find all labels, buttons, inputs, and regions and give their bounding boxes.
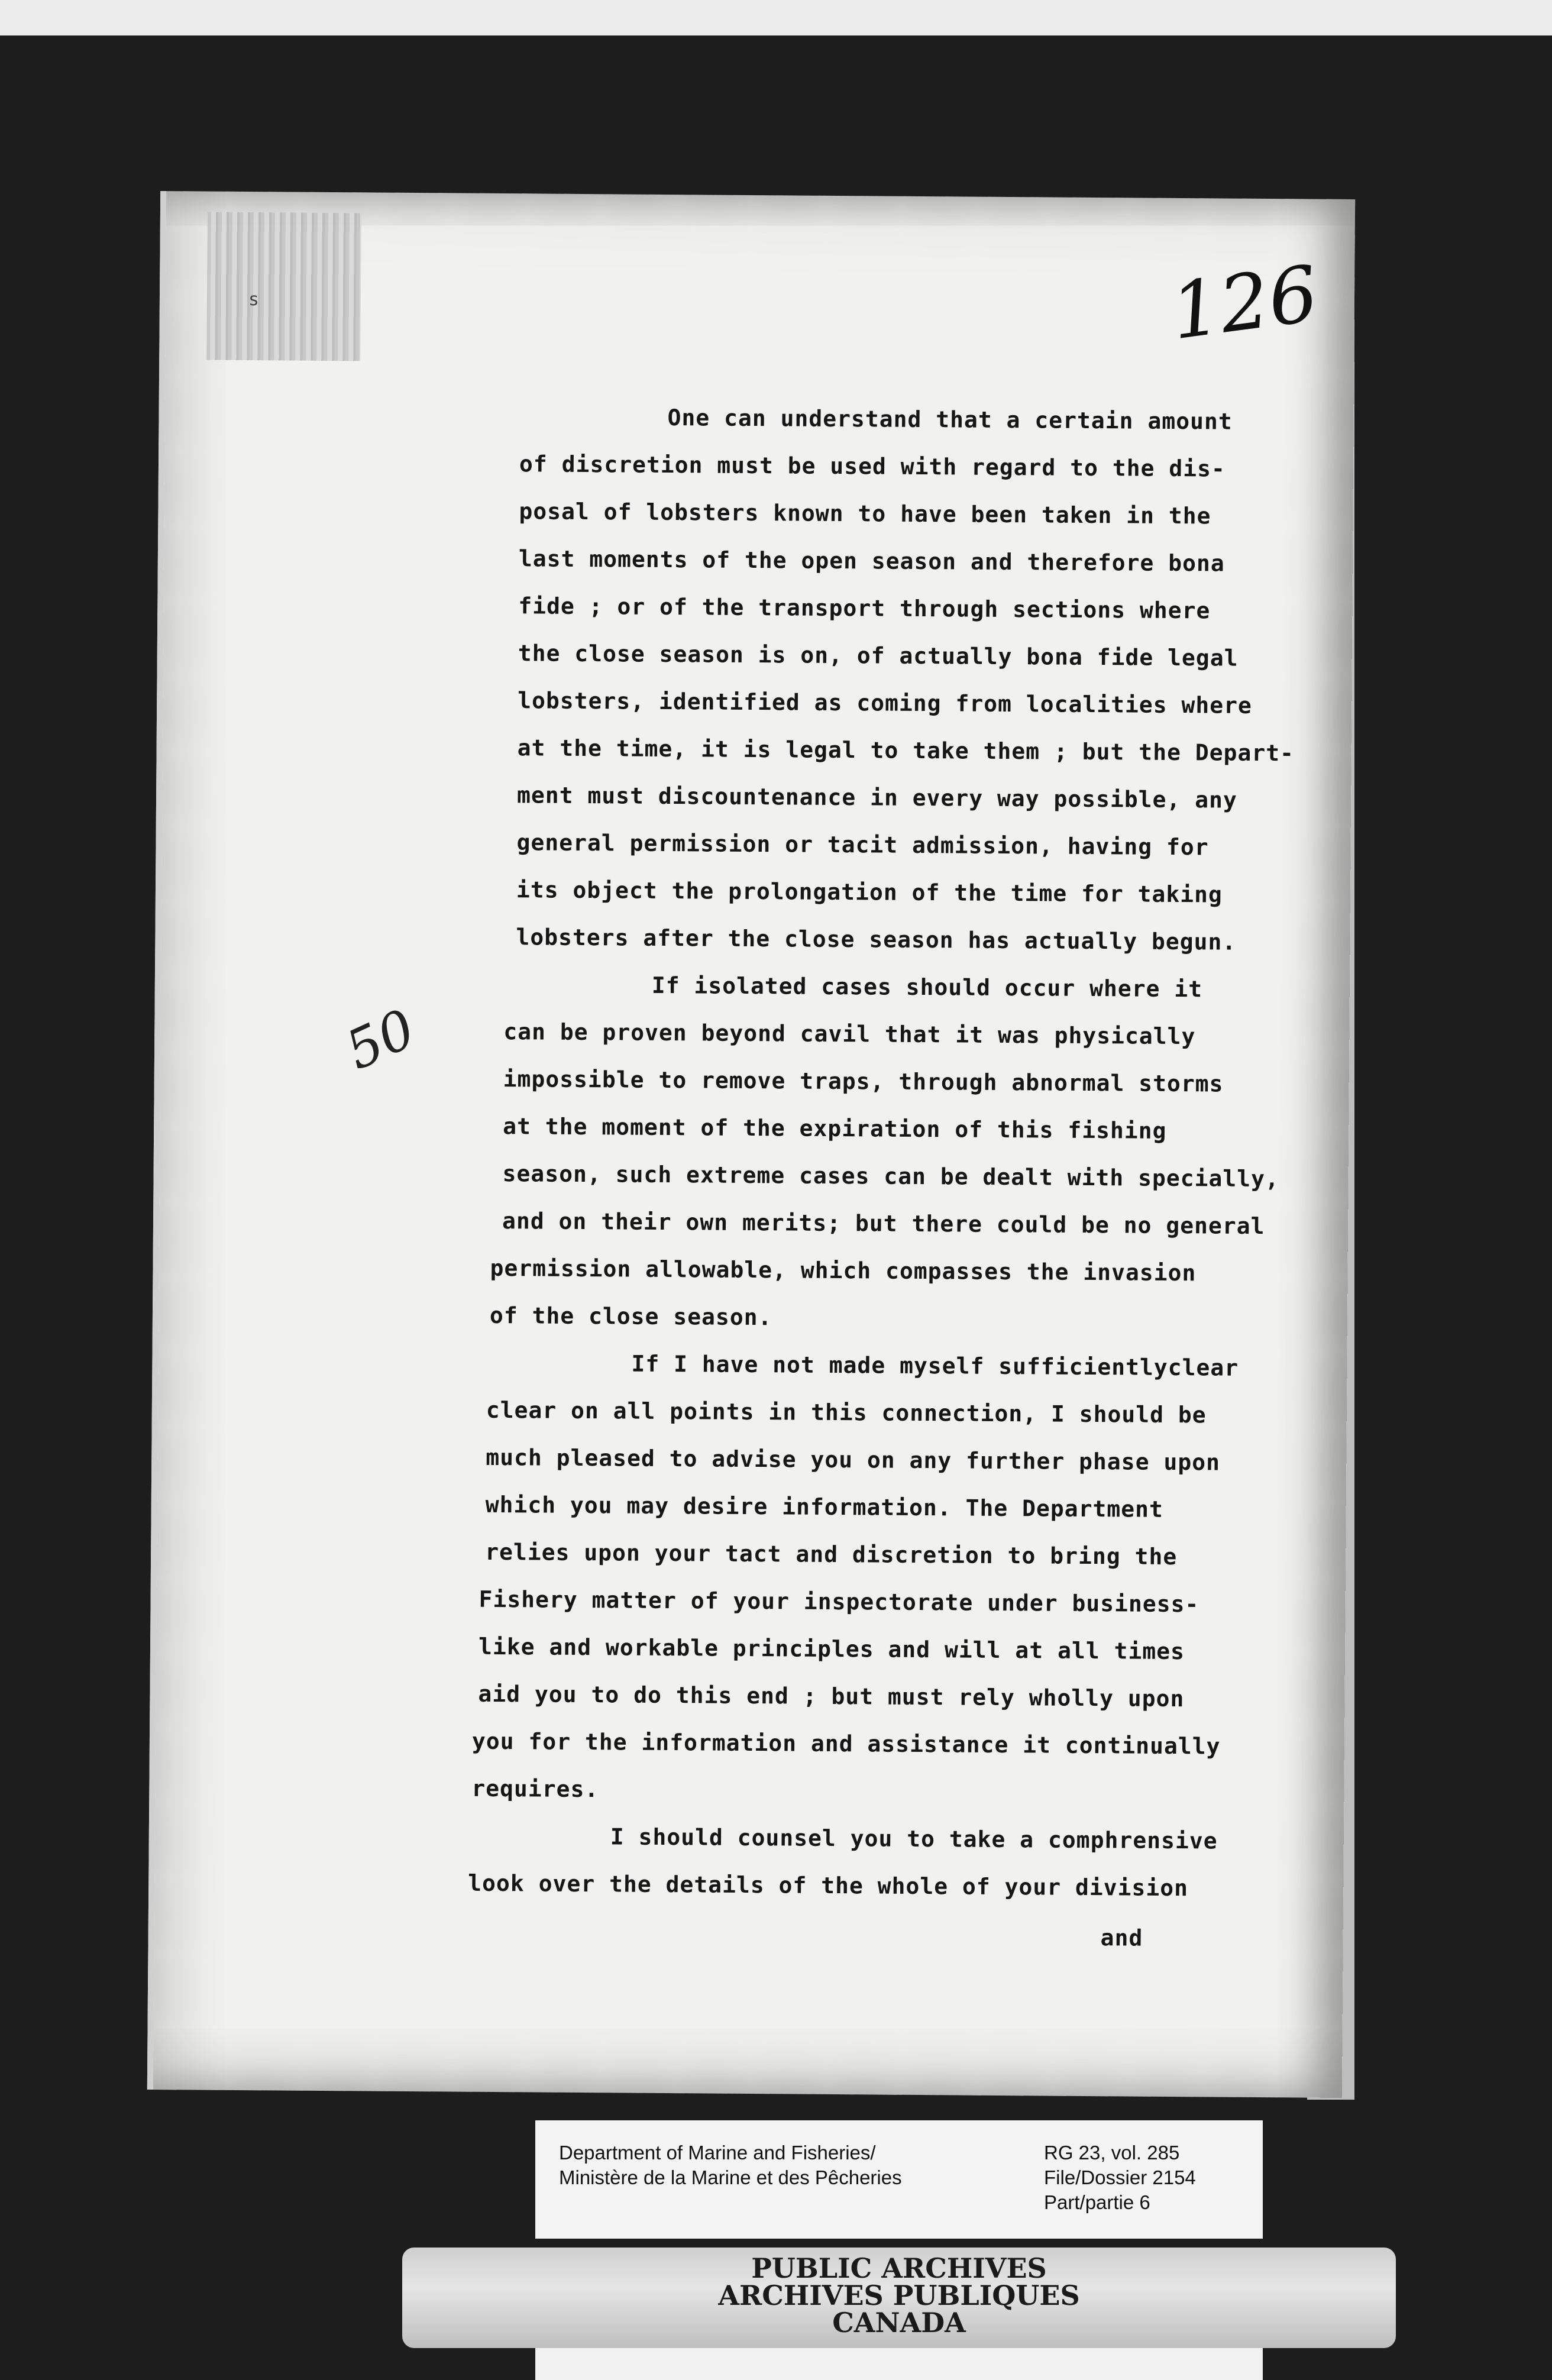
text-line: general permission or tacit admission, having for: [516, 829, 1209, 861]
typed-text: [153, 191, 1355, 2098]
public-archives-banner: [402, 2248, 1396, 2348]
banner-line-3: CANADA: [832, 2307, 966, 2339]
text-line: permission allowable, which compasses the invasion: [490, 1254, 1197, 1286]
margin-annotation: 50: [337, 997, 425, 1082]
top-edge: [0, 0, 1552, 35]
banner-line-2: ARCHIVES PUBLIQUES: [718, 2279, 1080, 2311]
text-line: you for the information and assistance it continually: [471, 1728, 1221, 1760]
text-line: clear on all points in this connection, I should be: [486, 1396, 1207, 1428]
text-line: One can understand that a certain amount: [667, 404, 1233, 435]
text-line: If I have not made myself sufficientlyclear: [631, 1350, 1239, 1381]
department-fr: Ministère de la Marine et des Pêcheries: [559, 2166, 902, 2188]
text-line: at the time, it is legal to take them ; but the Depart-: [517, 735, 1295, 767]
text-line: impossible to remove traps, through abnormal storms: [503, 1066, 1224, 1097]
bottom-strip: [535, 2348, 1263, 2380]
banner-line-1: PUBLIC ARCHIVES: [751, 2252, 1047, 2284]
text-line: aid you to do this end ; but must rely wholly upon: [478, 1680, 1185, 1712]
text-line: at the moment of the expiration of this fishing: [503, 1113, 1167, 1144]
text-line: fide ; or of the transport through sections where: [518, 593, 1211, 624]
department-name: [559, 2140, 902, 2190]
text-line: its object the prolongation of the time for taking: [516, 877, 1223, 908]
text-line: requires.: [471, 1775, 599, 1803]
text-line: Fishery matter of your inspectorate under business-: [478, 1586, 1199, 1618]
stamp-mark: s: [248, 289, 260, 311]
text-line: ment must discountenance in every way possible, any: [516, 782, 1238, 813]
text-line: of discretion must be used with regard to the dis-: [519, 451, 1226, 482]
text-line: I should counsel you to take a comphrensive: [610, 1823, 1218, 1854]
file-dossier: File/Dossier 2154: [1044, 2166, 1196, 2188]
text-line: lobsters after the close season has actually begun.: [516, 924, 1237, 955]
text-line: If isolated cases should occur where it: [651, 972, 1203, 1003]
text-line: posal of lobsters known to have been taken in the: [519, 498, 1211, 529]
text-line: look over the details of the whole of your division: [468, 1870, 1189, 1902]
archive-reference-label: [535, 2120, 1263, 2239]
record-group: RG 23, vol. 285: [1044, 2142, 1180, 2164]
text-line: of the close season.: [489, 1302, 772, 1331]
text-line: can be proven beyond cavil that it was physically: [503, 1018, 1196, 1050]
department-en: Department of Marine and Fisheries/: [559, 2142, 876, 2164]
document-page: [147, 191, 1355, 2098]
part-partie: Part/partie 6: [1044, 2191, 1150, 2213]
text-line: the close season is on, of actually bona fide legal: [518, 640, 1239, 671]
text-line: and on their own merits; but there could be no general: [502, 1208, 1265, 1240]
text-line: last moments of the open season and therefore bona: [518, 545, 1225, 577]
reference-numbers: [1044, 2140, 1196, 2215]
text-line: and: [1100, 1925, 1143, 1951]
text-line: much pleased to advise you on any further phase upon: [486, 1444, 1221, 1476]
text-line: relies upon your tact and discretion to bring the: [485, 1538, 1178, 1570]
text-line: like and workable principles and will at all times: [478, 1633, 1185, 1665]
text-line: which you may desire information. The Department: [485, 1491, 1164, 1522]
page-number: 126: [1165, 248, 1324, 357]
text-line: lobsters, identified as coming from localities where: [518, 687, 1253, 719]
text-line: season, such extreme cases can be dealt with specially,: [502, 1160, 1280, 1192]
